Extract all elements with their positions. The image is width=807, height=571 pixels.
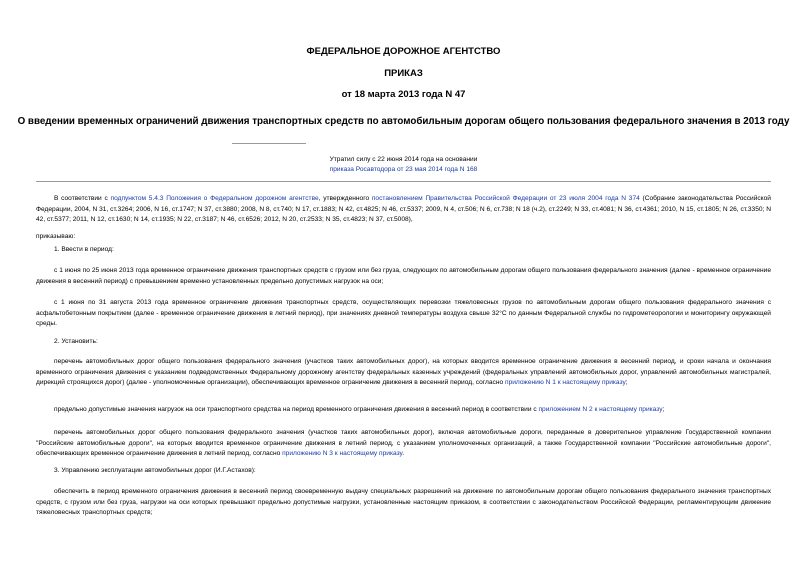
preamble-paragraph [36, 194, 771, 226]
status-note-line2 [0, 165, 807, 175]
section-3-heading: 3. Управлению эксплуатации автомобильных дорог (И.Г.Астахов): [54, 467, 256, 474]
preamble-text-1: В соответствии с [54, 195, 111, 202]
appendix-1-link[interactable]: приложению N 1 к настоящему приказу [505, 379, 626, 386]
roads-list-spring-paragraph [36, 357, 771, 389]
roads-list-summer-text: перечень автомобильных дорог общего пользования федерального значения (участков таких автомобильных дорог), включая автомобильные дороги, переданные в доверительное управление Государственной компании "Российские автомобильные дороги", на которых вводится временное ограничение движения в летний период, с указанием уполномоченных организаций, а также Государственной компании "Российские автомобильные дороги", обеспечивающих временное ограничение движения в летний период, согласно [36, 429, 771, 457]
divider-long [36, 181, 771, 182]
roads-list-spring-text: перечень автомобильных дорог общего пользования федерального значения (участков таких автомобильных дорог), на которых вводится временное ограничение движения в весенний период, и сроки начала и окончания временного ограничения движения с указанием подведомственных Федеральному дорожному агентству федеральных казенных учреждений (федеральных управлений автомобильных дорог, управлений автомобильных магистралей, дирекций строящихся дорог) (далее - уполномоченные организации), обеспечивающих временное ограничение движения в весенний период, согласно [36, 358, 771, 386]
axle-load-text: предельно допустимые значения нагрузок на оси транспортного средства на период временного ограничения движения в весенний период в соответствии с [54, 406, 539, 413]
summer-restriction-paragraph: с 1 июня по 31 августа 2013 года временное ограничение движения транспортных средств, осуществляющих перевозки тяжеловесных грузов по автомобильным дорогам общего пользования федерального значения с асфальтобетонным покрытием (далее - временное ограничение движения в летний период), при значениях дневной температуры воздуха свыше 32°С по данным Федеральной службы по гидрометеорологии и мониторингу окружающей среды. [36, 299, 771, 327]
agency-name: ФЕДЕРАЛЬНОЕ ДОРОЖНОЕ АГЕНТСТВО [306, 46, 501, 57]
axle-load-tail: ; [662, 406, 665, 413]
regulation-link[interactable]: подпунктом 5.4.3 Положения о Федеральном дорожном агентстве [110, 195, 319, 202]
doc-title: О введении временных ограничений движения транспортных средств по автомобильным дорогам общего пользования федерального значения в 2013 году [17, 116, 790, 127]
section-1-heading: 1. Ввести в период: [54, 246, 114, 253]
spring-restriction-paragraph: с 1 июня по 25 июня 2013 года временное ограничение движения транспортных средств с грузом или без груза, следующих по автомобильным дорогам общего пользования федерального значения (далее - временное ограничение движения в весенний период) с превышением временно установленных предельно допустимых нагрузок на оси; [36, 267, 771, 285]
government-decree-link[interactable]: постановлением Правительства Российской Федерации от 23 июля 2004 года N 374 [371, 195, 640, 202]
section-2-heading: 2. Установить: [54, 338, 98, 345]
appendix-2-link[interactable]: приложением N 2 к настоящему приказу [538, 406, 663, 413]
order-word: приказываю: [36, 233, 76, 240]
repeal-order-link[interactable]: приказа Росавтодора от 23 мая 2014 года N 168 [329, 166, 478, 173]
permits-paragraph: обеспечить в период временного ограничения движения в весенний период своевременную выдачу специальных разрешений на движение по автомобильным дорогам общего пользования федерального значения транспортных средств, с грузом или без груза, нагрузки на оси которых превышают предельно допустимые нагрузки, установленные настоящим приказом, в соответствии с законодательством Российской Федерации, регламентирующим движение тяжеловесных транспортных средств; [36, 488, 771, 516]
appendix-3-link[interactable]: приложению N 3 к настоящему приказу [282, 450, 403, 457]
roads-list-summer-tail: . [402, 450, 405, 457]
roads-list-spring-tail: ; [625, 379, 628, 386]
preamble-text-2: , утвержденного [318, 195, 372, 202]
roads-list-summer-paragraph [36, 428, 771, 460]
divider-short [232, 143, 306, 144]
status-note-text: Утратил силу с 22 июня 2014 года на основании [329, 156, 478, 163]
axle-load-paragraph [36, 405, 771, 416]
doc-type: ПРИКАЗ [384, 68, 423, 79]
doc-date-number: от 18 марта 2013 года N 47 [341, 89, 466, 100]
preamble-text-3: (Собрание законодательства Российской Федерации, 2004, N 31, ст.3264; 2006, N 16, ст.1747; N 37, ст.3880; 2008, N 8, ст.740; N 17, ст.1883; N 42, ст.4825; N 46, ст.5337; 2009, N 4, ст.506; N 6, ст.738; N 18 (ч.2), ст.2249; N 33, ст.4081; N 36, ст.4361; 2010, N 15, ст.1805; N 26, ст.3350; N 42, ст.5377; 2011, N 12, ст.1630; N 14, ст.1935; N 22, ст.3187; N 46, ст.6526; 2012, N 20, ст.2533; N 35, ст.4823; N 37, ст.5008), [36, 195, 771, 223]
